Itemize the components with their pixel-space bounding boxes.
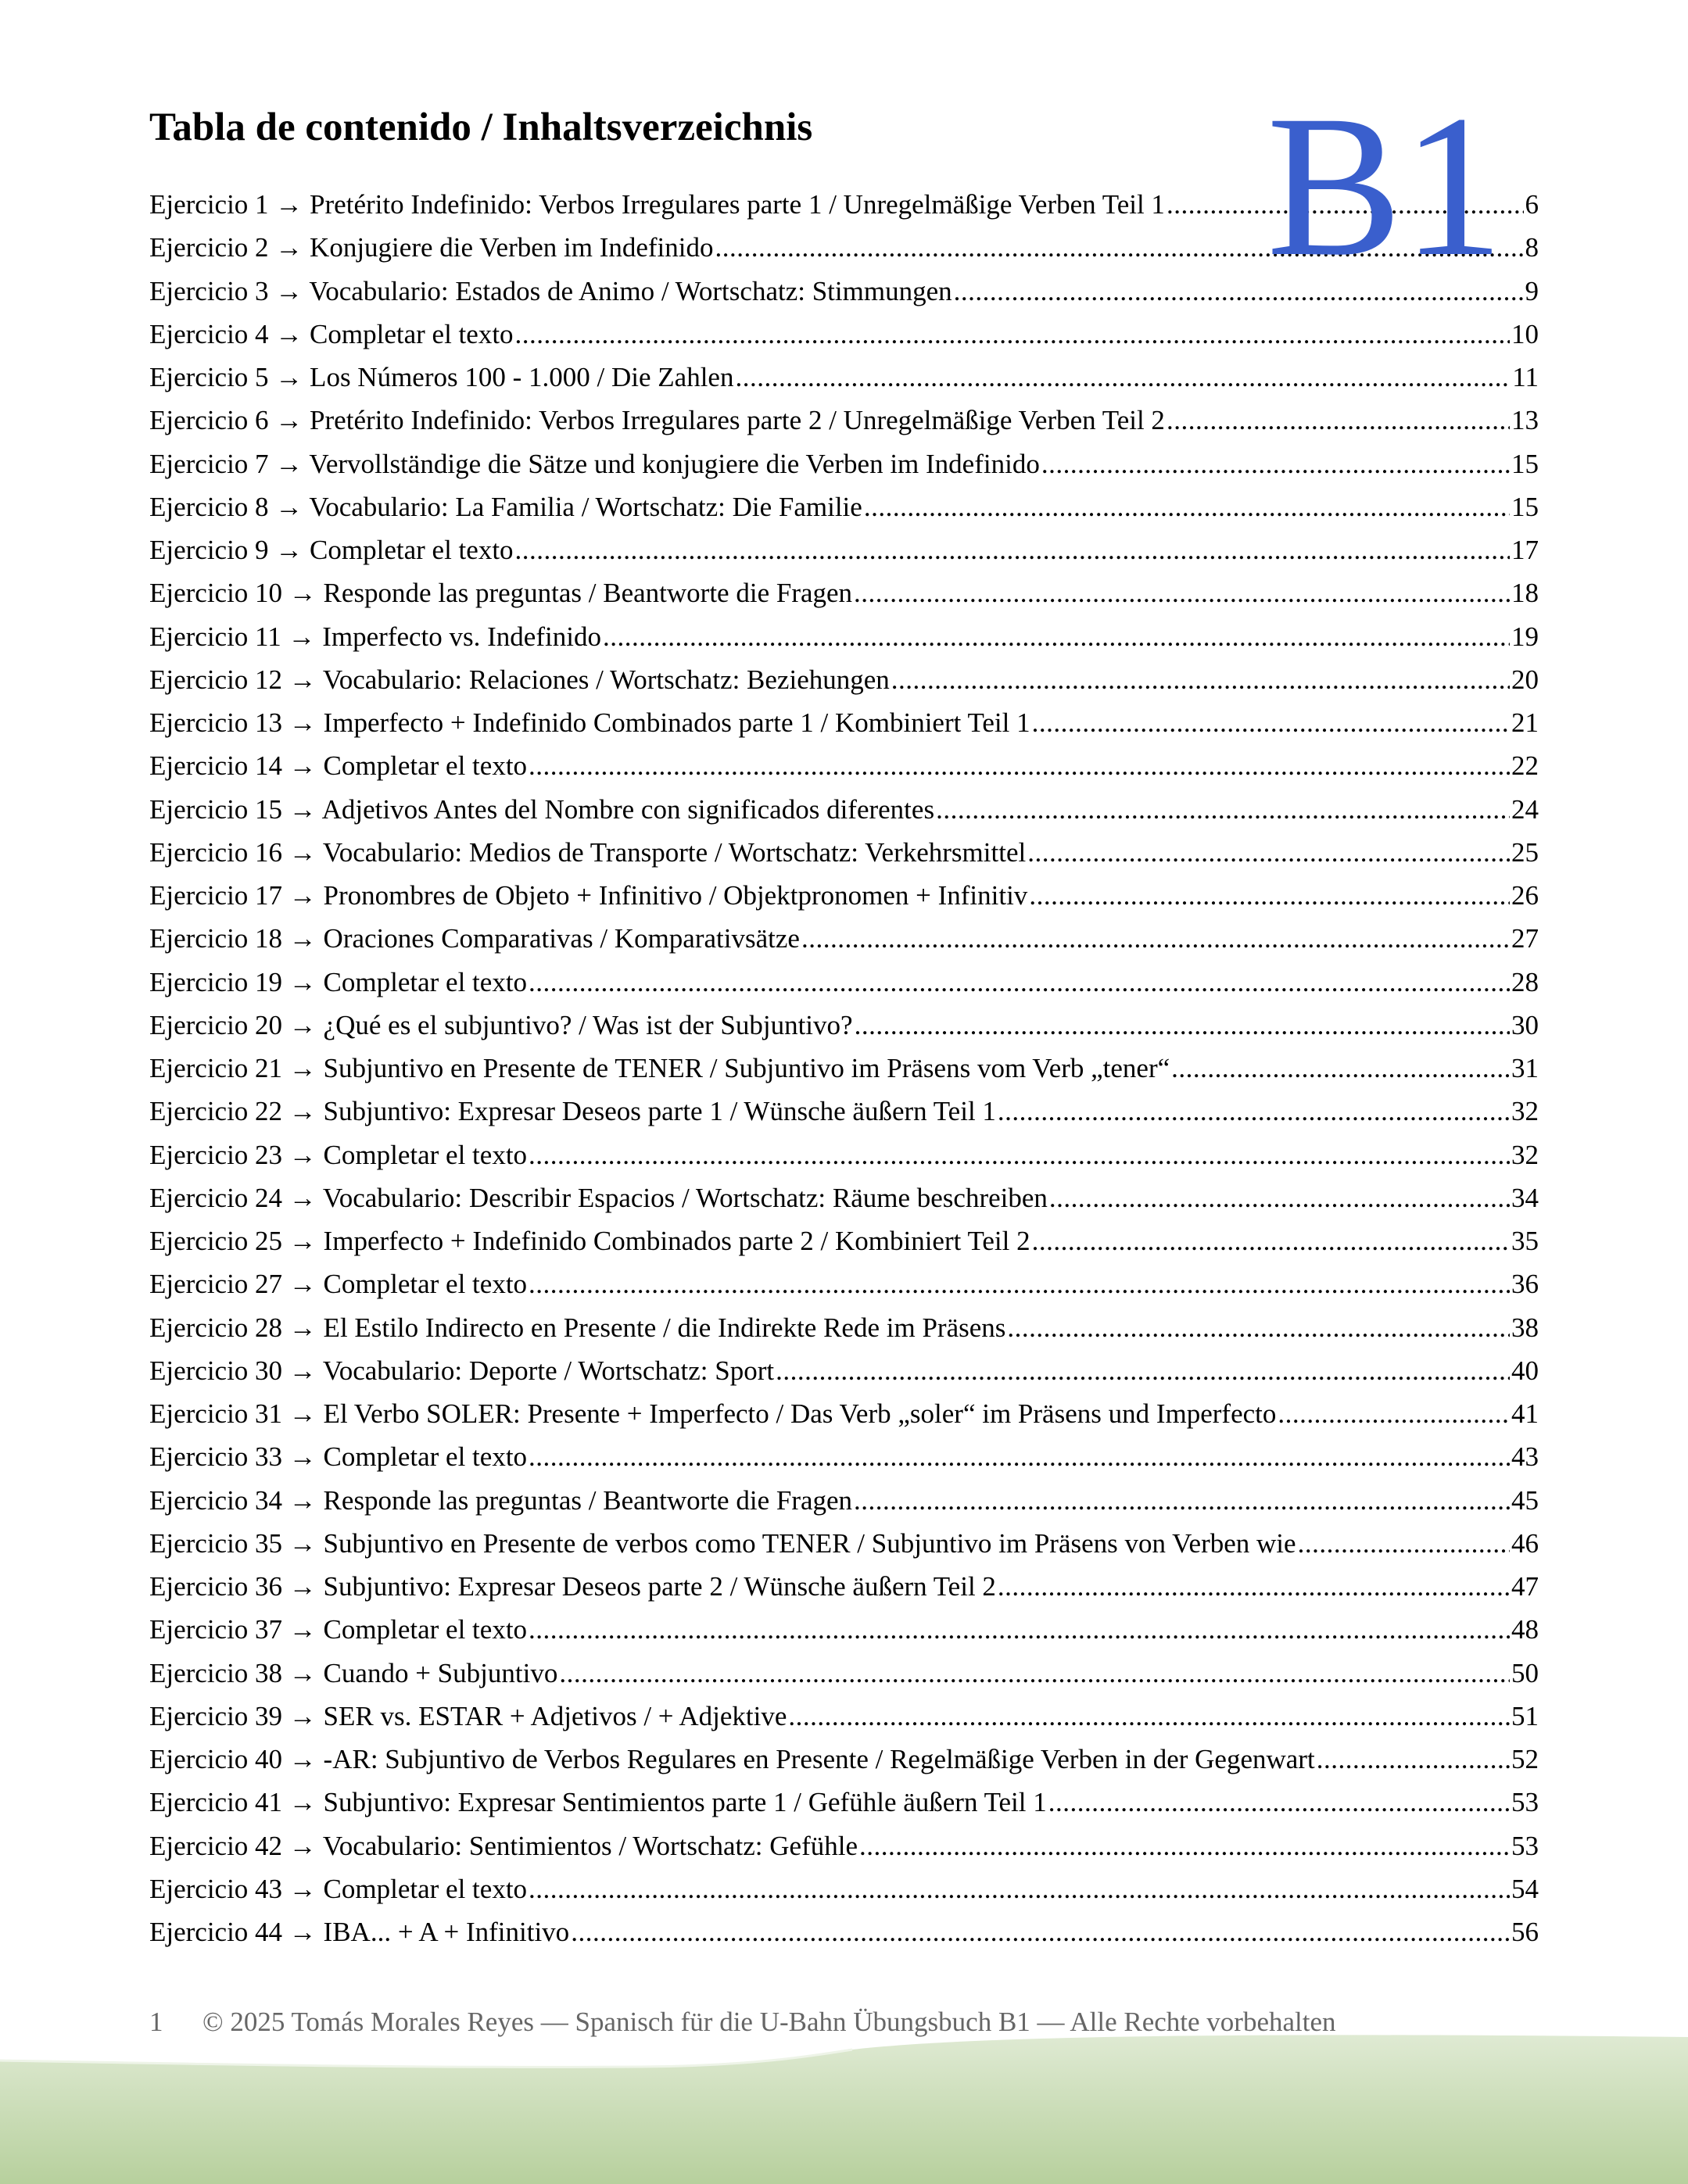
toc-entry[interactable] [149,744,1539,787]
toc-page-number: 28 [1511,966,1539,997]
toc-dot-leader [1298,1522,1510,1565]
toc-page-number: 53 [1511,1830,1539,1861]
toc-entry[interactable] [149,1695,1539,1738]
toc-entry-title: Ejercicio 42 → Vocabulario: Sentimientos / Wortschatz: Gefühle [149,1830,858,1861]
toc-entry-title: Ejercicio 43 → Completar el texto [149,1873,528,1904]
toc-page-number: 24 [1511,793,1539,825]
toc-entry-title: Ejercicio 6 → Pretérito Indefinido: Verbos Irregulares parte 2 / Unregelmäßige Verben Teil 2 [149,405,1165,436]
toc-page-number: 20 [1511,664,1539,695]
toc-entry[interactable] [149,1435,1539,1478]
toc-dot-leader [529,1435,1510,1478]
toc-entry[interactable] [149,788,1539,831]
toc-page-number: 43 [1511,1441,1539,1473]
toc-page-number: 45 [1511,1484,1539,1516]
toc-entry-title: Ejercicio 5 → Los Números 100 - 1.000 / Die Zahlen [149,362,734,392]
toc-dot-leader [571,1910,1510,1953]
toc-entry[interactable] [149,1781,1539,1824]
toc-dot-leader [559,1652,1510,1695]
toc-dot-leader [891,658,1510,701]
toc-entry-title: Ejercicio 13 → Imperfecto + Indefinido Combinados parte 1 / Kombiniert Teil 1 [149,707,1030,738]
toc-page-number: 35 [1511,1226,1539,1256]
toc-entry-title: Ejercicio 36 → Subjuntivo: Expresar Deseos parte 2 / Wünsche äußern Teil 2 [149,1571,996,1602]
toc-entry-title: Ejercicio 9 → Completar el texto [149,535,514,565]
toc-entry-title: Ejercicio 33 → Completar el texto [149,1441,528,1473]
toc-entry[interactable] [149,1133,1539,1176]
toc-entry[interactable] [149,1652,1539,1695]
toc-entry[interactable] [149,571,1539,614]
toc-dot-leader [776,1349,1510,1392]
toc-dot-leader [529,1262,1510,1305]
toc-page-number: 52 [1511,1744,1539,1774]
toc-entry[interactable] [149,399,1539,442]
toc-entry-title: Ejercicio 24 → Vocabulario: Describir Espacios / Wortschatz: Räume beschreiben [149,1182,1048,1213]
toc-page-number: 32 [1511,1139,1539,1170]
page-title: Tabla de contenido / Inhaltsverzeichnis [149,106,813,149]
toc-entry-title: Ejercicio 18 → Oraciones Comparativas / Komparativsätze [149,923,800,954]
toc-entry[interactable] [149,1910,1539,1953]
toc-page-number: 41 [1511,1398,1539,1429]
toc-page-number: 47 [1511,1571,1539,1602]
table-of-contents [149,183,1539,1953]
toc-dot-leader [735,356,1511,399]
toc-entry-title: Ejercicio 14 → Completar el texto [149,750,528,782]
toc-entry-title: Ejercicio 17 → Pronombres de Objeto + Infinitivo / Objektpronomen + Infinitiv [149,880,1028,911]
toc-entry-title: Ejercicio 19 → Completar el texto [149,966,528,997]
toc-dot-leader [1171,1047,1510,1090]
toc-dot-leader [1317,1738,1510,1781]
toc-entry-title: Ejercicio 12 → Vocabulario: Relaciones / Wortschatz: Beziehungen [149,664,890,695]
toc-entry[interactable] [149,701,1539,744]
toc-entry-title: Ejercicio 27 → Completar el texto [149,1269,528,1300]
toc-dot-leader [998,1090,1510,1133]
toc-entry[interactable] [149,485,1539,528]
toc-entry[interactable] [149,831,1539,874]
toc-entry[interactable] [149,528,1539,571]
toc-page-number: 53 [1511,1787,1539,1818]
toc-page-number: 10 [1511,318,1539,349]
toc-dot-leader [801,917,1510,960]
toc-page-number: 36 [1511,1269,1539,1300]
toc-entry[interactable] [149,442,1539,485]
toc-entry-title: Ejercicio 28 → El Estilo Indirecto en Presente / die Indirekte Rede im Präsens [149,1312,1006,1343]
toc-dot-leader [1049,1176,1510,1219]
toc-dot-leader [1041,442,1510,485]
toc-page-number: 21 [1511,707,1539,738]
toc-entry[interactable] [149,1306,1539,1349]
toc-dot-leader [529,1608,1510,1651]
toc-dot-leader [936,788,1510,831]
toc-entry[interactable] [149,1738,1539,1781]
toc-entry-title: Ejercicio 7 → Vervollständige die Sätze und konjugiere die Verben im Indefinido [149,448,1040,479]
toc-entry-title: Ejercicio 39 → SER vs. ESTAR + Adjetivos / + Adjektive [149,1700,787,1731]
toc-page-number: 27 [1511,923,1539,954]
toc-entry-title: Ejercicio 16 → Vocabulario: Medios de Transporte / Wortschatz: Verkehrsmittel [149,836,1027,868]
toc-page-number: 22 [1511,750,1539,782]
toc-entry-title: Ejercicio 38 → Cuando + Subjuntivo [149,1657,558,1688]
toc-entry-title: Ejercicio 15 → Adjetivos Antes del Nombre con significados diferentes [149,793,935,825]
toc-entry[interactable] [149,874,1539,917]
toc-page-number: 34 [1511,1182,1539,1213]
toc-page-number: 6 [1525,189,1539,220]
toc-page-number: 56 [1511,1917,1539,1947]
toc-entry-title: Ejercicio 21 → Subjuntivo en Presente de TENER / Subjuntivo im Präsens vom Verb „tener“ [149,1053,1170,1083]
toc-dot-leader [1167,399,1510,442]
toc-entry-title: Ejercicio 22 → Subjuntivo: Expresar Deseos parte 1 / Wünsche äußern Teil 1 [149,1096,996,1127]
toc-entry-title: Ejercicio 23 → Completar el texto [149,1139,528,1170]
toc-entry-title: Ejercicio 10 → Responde las preguntas / Beantworte die Fragen [149,578,853,609]
toc-dot-leader [529,961,1510,1004]
toc-entry[interactable] [149,1004,1539,1047]
toc-entry[interactable] [149,1219,1539,1262]
toc-page-number: 51 [1511,1700,1539,1731]
toc-entry-title: Ejercicio 44 → IBA... + A + Infinitivo [149,1917,570,1947]
toc-entry-title: Ejercicio 4 → Completar el texto [149,318,514,349]
level-badge: B1 [1267,73,1504,299]
toc-entry[interactable] [149,313,1539,356]
toc-dot-leader [529,1867,1510,1910]
page-footer [149,2003,1336,2042]
toc-page-number: 15 [1511,491,1539,522]
toc-page-number: 25 [1511,836,1539,868]
toc-page-number: 48 [1511,1614,1539,1645]
toc-page-number: 40 [1511,1355,1539,1386]
toc-page-number: 54 [1511,1873,1539,1904]
toc-dot-leader [1027,831,1510,874]
toc-dot-leader [1032,1219,1510,1262]
toc-page-number: 17 [1511,535,1539,565]
toc-entry[interactable] [149,1047,1539,1090]
toc-page-number: 9 [1525,275,1539,306]
toc-entry-title: Ejercicio 35 → Subjuntivo en Presente de verbos como TENER / Subjuntivo im Präsens von Verben wie [149,1527,1296,1559]
toc-entry-title: Ejercicio 2 → Konjugiere die Verben im Indefinido [149,232,714,263]
toc-page-number: 50 [1511,1657,1539,1688]
toc-dot-leader [854,1479,1510,1522]
toc-page-number: 26 [1511,880,1539,911]
toc-entry-title: Ejercicio 30 → Vocabulario: Deporte / Wortschatz: Sport [149,1355,775,1386]
toc-dot-leader [855,1004,1510,1047]
toc-entry-title: Ejercicio 8 → Vocabulario: La Familia / Wortschatz: Die Familie [149,491,862,522]
toc-page-number: 13 [1511,405,1539,436]
toc-dot-leader [998,1565,1510,1608]
toc-entry[interactable] [149,1522,1539,1565]
toc-entry[interactable] [149,1349,1539,1392]
toc-entry-title: Ejercicio 11 → Imperfecto vs. Indefinido [149,621,601,652]
toc-page-number: 19 [1511,621,1539,652]
toc-dot-leader [788,1695,1510,1738]
toc-entry-title: Ejercicio 31 → El Verbo SOLER: Presente + Imperfecto / Das Verb „soler“ im Präsens und Imperfecto [149,1398,1277,1429]
toc-entry-title: Ejercicio 1 → Pretérito Indefinido: Verbos Irregulares parte 1 / Unregelmäßige Verben Teil 1 [149,189,1165,220]
footer-copyright: © 2025 Tomás Morales Reyes — Spanisch für die U-Bahn Übungsbuch B1 — Alle Rechte vorbehalten [202,2007,1336,2037]
toc-entry-title: Ejercicio 25 → Imperfecto + Indefinido Combinados parte 2 / Kombiniert Teil 2 [149,1226,1030,1256]
toc-page-number: 38 [1511,1312,1539,1343]
toc-entry-title: Ejercicio 41 → Subjuntivo: Expresar Sentimientos parte 1 / Gefühle äußern Teil 1 [149,1787,1047,1818]
toc-dot-leader [515,313,1510,356]
toc-page-number: 18 [1511,578,1539,609]
toc-entry[interactable] [149,1824,1539,1867]
toc-entry[interactable] [149,1262,1539,1305]
toc-entry[interactable] [149,1608,1539,1651]
toc-entry[interactable] [149,1565,1539,1608]
toc-dot-leader [1007,1306,1510,1349]
toc-entry[interactable] [149,1392,1539,1435]
toc-page-number: 31 [1511,1053,1539,1083]
toc-page-number: 46 [1511,1527,1539,1559]
toc-dot-leader [854,571,1510,614]
toc-entry-title: Ejercicio 37 → Completar el texto [149,1614,528,1645]
toc-entry[interactable] [149,1867,1539,1910]
toc-entry-title: Ejercicio 20 → ¿Qué es el subjuntivo? / Was ist der Subjuntivo? [149,1009,853,1040]
toc-dot-leader [864,485,1510,528]
toc-entry[interactable] [149,1090,1539,1133]
toc-entry[interactable] [149,615,1539,658]
toc-page-number: 32 [1511,1096,1539,1127]
toc-dot-leader [859,1824,1510,1867]
toc-page-number: 30 [1511,1009,1539,1040]
footer-page-number: 1 [149,2007,163,2037]
toc-dot-leader [529,744,1510,787]
toc-page-number: 8 [1525,232,1539,263]
toc-page-number: 15 [1511,448,1539,479]
toc-dot-leader [515,528,1510,571]
toc-entry-title: Ejercicio 3 → Vocabulario: Estados de Animo / Wortschatz: Stimmungen [149,275,952,306]
toc-entry[interactable] [149,658,1539,701]
toc-dot-leader [1029,874,1510,917]
toc-entry-title: Ejercicio 40 → -AR: Subjuntivo de Verbos Regulares en Presente / Regelmäßige Verben in der Gegenwart [149,1744,1315,1774]
toc-dot-leader [1278,1392,1510,1435]
toc-entry[interactable] [149,917,1539,960]
toc-entry[interactable] [149,1176,1539,1219]
toc-entry[interactable] [149,356,1539,399]
toc-dot-leader [603,615,1510,658]
footer-wave-decoration [0,2032,1688,2184]
toc-page-number: 11 [1512,362,1539,392]
toc-entry[interactable] [149,1479,1539,1522]
toc-dot-leader [529,1133,1510,1176]
toc-dot-leader [1048,1781,1510,1824]
toc-entry[interactable] [149,961,1539,1004]
toc-entry-title: Ejercicio 34 → Responde las preguntas / Beantworte die Fragen [149,1484,853,1516]
toc-dot-leader [1032,701,1510,744]
